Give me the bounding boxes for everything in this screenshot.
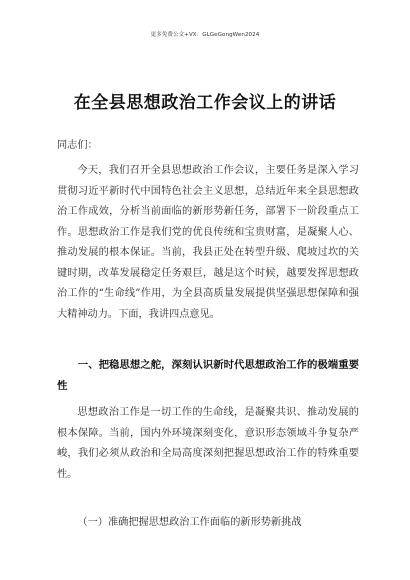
salutation: 同志们：	[57, 140, 98, 151]
section-heading-1: 一、把稳思想之舵，深刻认识新时代思想政治工作的极端重要性	[57, 359, 359, 392]
section-paragraph-1: 思想政治工作是一切工作的生命线，是凝聚共识、推动发展的根本保障。当前，国内外环境深刻变化，意识形态领域斗争复杂严峻，我们必须从政治和全局高度深刻把握思想政治工作的特殊重要性。	[57, 407, 359, 480]
document-title: 在全县思想政治工作会议上的讲话	[73, 93, 337, 113]
opening-paragraph: 今天，我们召开全县思想政治工作会议，主要任务是深入学习贯彻习近平新时代中国特色社会主义思想，总结近年来全县思想政治工作成效，分析当前面临的新形势新任务，部署下一阶段重点工作。思想政治工作是我们党的优良传统和宝贵财富，是凝聚人心、推动发展的根本保证。当前，我县正处在转型升级、爬坡过坎的关键时期，改革发展稳定任务艰巨，越是这个时候，越要发挥思想政治工作的“生命线”作用，为全县高质量发展提供坚强思想保障和强大精神动力。下面，我讲四点意见。	[57, 165, 359, 320]
header-note: 更多免费公文+VX：GLGeGongWen2024	[150, 32, 260, 38]
subsection-heading-1: （一）准确把握思想政治工作面临的新形势新挑战	[77, 517, 302, 528]
